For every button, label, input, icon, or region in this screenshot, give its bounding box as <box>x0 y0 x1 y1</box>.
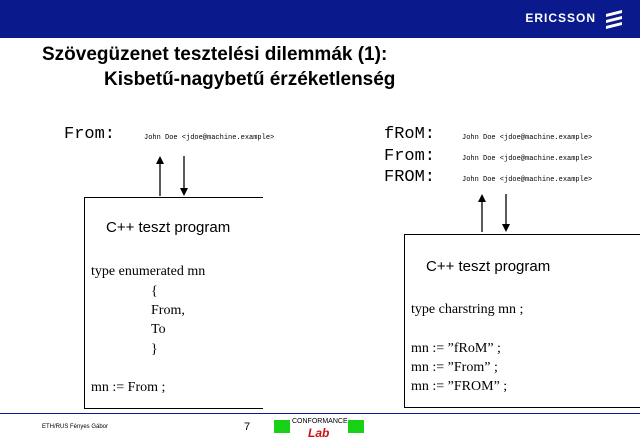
right-header-label: FROM: <box>384 168 436 187</box>
footer-author: ETH/RUS Fényes Gábor <box>42 424 109 430</box>
left-address: John Doe <jdoe@machine.example> <box>144 134 275 142</box>
right-header-address: John Doe <jdoe@machine.example> <box>462 155 593 163</box>
right-header-address: John Doe <jdoe@machine.example> <box>462 134 593 142</box>
right-header-label: From: <box>384 147 436 166</box>
left-code-line: { <box>151 284 158 299</box>
left-from-label: From: <box>64 125 116 144</box>
right-code-line: mn := ”FROM” ; <box>411 379 508 394</box>
ericsson-stripes-icon <box>604 8 624 30</box>
right-header-label: fRoM: <box>384 125 436 144</box>
left-code-line: mn := From ; <box>91 380 166 395</box>
left-code-line: From, <box>151 303 185 318</box>
ericsson-logo: ERICSSON <box>525 11 596 25</box>
right-box-title: C++ teszt program <box>426 258 551 275</box>
right-code-line: type charstring mn ; <box>411 302 524 317</box>
left-box-title: C++ teszt program <box>106 219 231 236</box>
slide-title-line1: Szövegüzenet tesztelési dilemmák (1): <box>42 44 388 65</box>
slide-title-line2: Kisbetű-nagybetű érzéketlenség <box>104 69 396 90</box>
lab-text: Lab <box>308 426 330 440</box>
right-code-line: mn := ”fRoM” ; <box>411 341 501 356</box>
left-code-line: To <box>151 322 166 337</box>
left-code-line: } <box>151 342 158 357</box>
green-block-left <box>274 420 290 433</box>
left-arrows <box>150 154 194 198</box>
right-header-address: John Doe <jdoe@machine.example> <box>462 176 593 184</box>
footer-divider <box>0 413 640 414</box>
green-block-right <box>348 420 364 433</box>
right-code-line: mn := ”From” ; <box>411 360 498 375</box>
left-code-line: type enumerated mn <box>91 264 206 279</box>
page-number: 7 <box>244 421 251 433</box>
conformance-lab-logo <box>274 418 366 440</box>
right-arrows <box>472 192 516 234</box>
conformance-text: CONFORMANCE <box>292 418 348 425</box>
